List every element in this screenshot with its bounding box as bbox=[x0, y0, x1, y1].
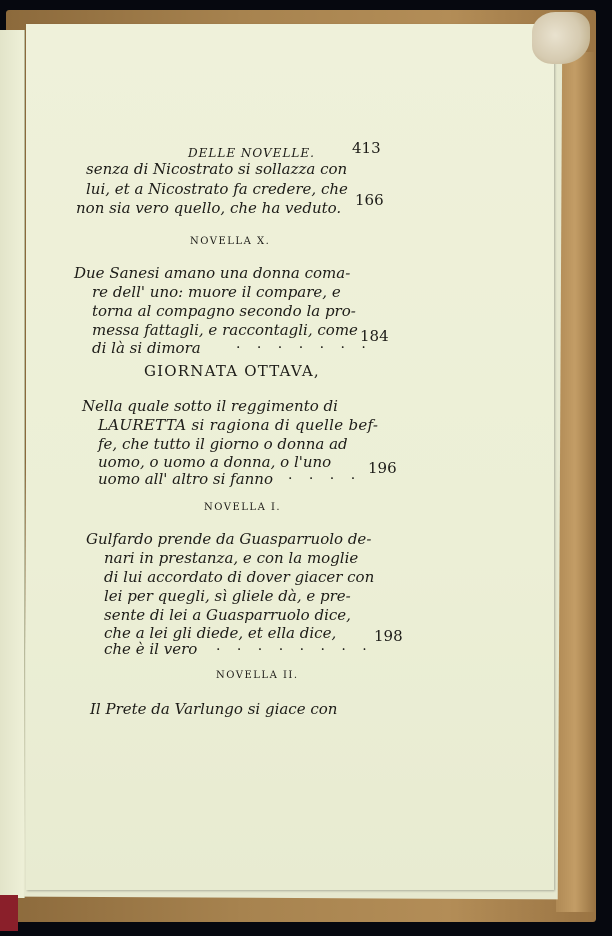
entry-line: di là si dimora bbox=[92, 339, 201, 357]
page-ref: 184 bbox=[360, 327, 389, 345]
entry-line: che a lei gli diede, et ella dice, bbox=[104, 624, 337, 642]
entry-line: lui, et a Nicostrato fa credere, che bbox=[86, 180, 348, 198]
page-ref: 196 bbox=[368, 459, 397, 477]
entry-line: sente di lei a Guasparruolo dice, bbox=[104, 606, 351, 624]
entry-line: uomo, o uomo a donna, o l'uno bbox=[98, 453, 332, 471]
novella-heading: NOVELLA I. bbox=[204, 502, 282, 513]
entry-line: Nella quale sotto il reggimento di bbox=[82, 397, 338, 415]
dot-leader: . . . . . . . bbox=[236, 336, 372, 352]
entry-line: Due Sanesi amano una donna coma- bbox=[74, 264, 351, 282]
entry-line: lei per quegli, sì gliele dà, e pre- bbox=[104, 587, 351, 605]
entry-line: che è il vero bbox=[104, 640, 198, 658]
entry-line: fe, che tutto il giorno o donna ad bbox=[98, 435, 348, 453]
entry-line: torna al compagno secondo la pro- bbox=[92, 302, 356, 320]
giornata-heading: GIORNATA OTTAVA, bbox=[144, 362, 320, 380]
entry-line: LAURETTA si ragiona di quelle bef- bbox=[98, 416, 379, 434]
dot-leader: . . . . . . . . bbox=[216, 638, 373, 654]
cover-edge bbox=[556, 52, 594, 912]
running-head: DELLE NOVELLE. bbox=[188, 146, 315, 160]
entry-line: Il Prete da Varlungo si giace con bbox=[90, 700, 338, 718]
entry-line: non sia vero quello, che ha veduto. bbox=[76, 199, 342, 217]
entry-line: Gulfardo prende da Guasparruolo de- bbox=[86, 530, 372, 548]
novella-heading: NOVELLA II. bbox=[216, 670, 299, 681]
entry-line: senza di Nicostrato si sollazza con bbox=[86, 160, 348, 178]
entry-line: messa fattagli, e raccontagli, come bbox=[92, 321, 358, 339]
entry-line: nari in prestanza, e con la moglie bbox=[104, 549, 359, 567]
dot-leader: . . . . bbox=[288, 467, 362, 483]
page-ref: 166 bbox=[355, 191, 384, 209]
ribbon-marker bbox=[0, 895, 18, 931]
entry-line: uomo all' altro si fanno bbox=[98, 470, 273, 488]
facing-page-edge bbox=[0, 30, 25, 898]
page-ref: 198 bbox=[374, 627, 403, 645]
entry-line: re dell' uno: muore il compare, e bbox=[92, 283, 341, 301]
torn-corner bbox=[532, 12, 590, 64]
novella-heading: NOVELLA X. bbox=[190, 236, 271, 247]
entry-line: di lui accordato di dover giacer con bbox=[104, 568, 375, 586]
page-number: 413 bbox=[352, 139, 381, 157]
